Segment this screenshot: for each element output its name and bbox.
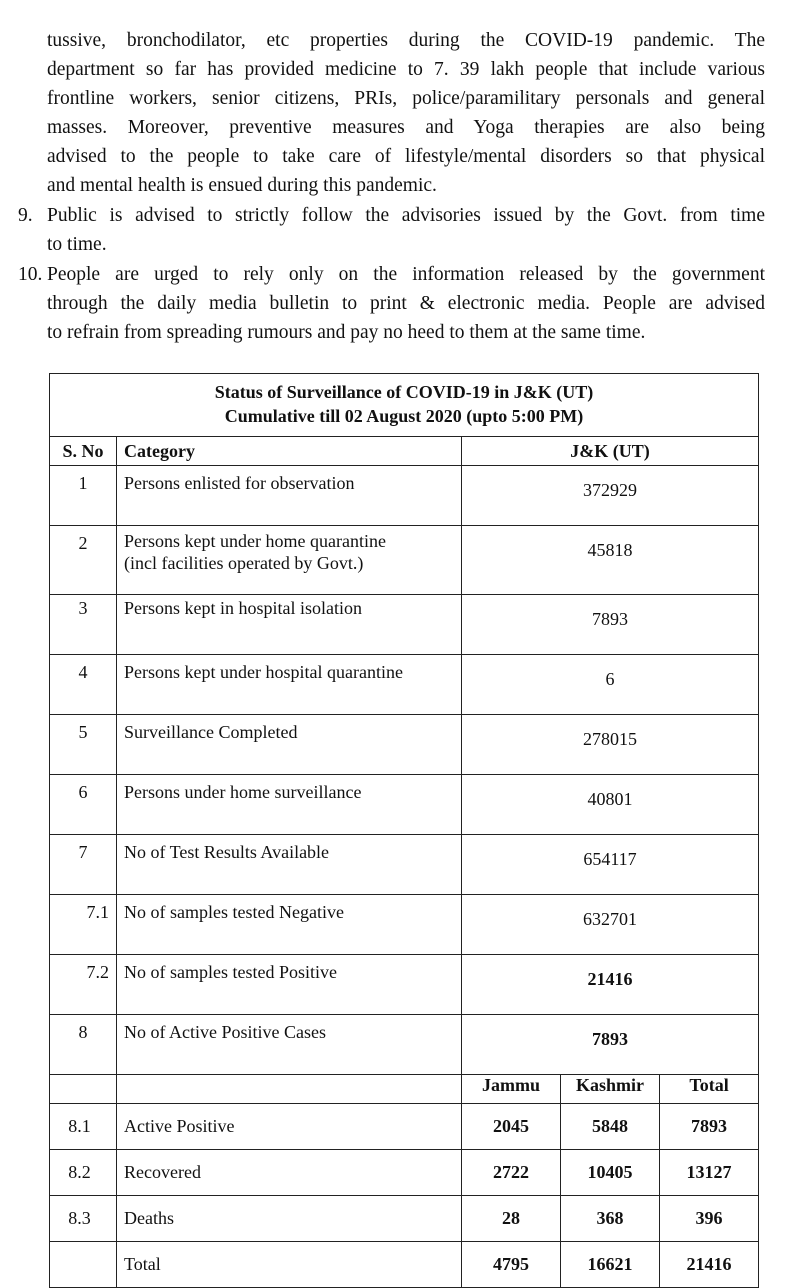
- point-line: Public is advised to strictly follow the advisories issued by the Govt. from time: [47, 205, 765, 226]
- intro-line: frontline workers, senior citizens, PRIs, police/paramilitary personals and general: [47, 88, 765, 109]
- total-value: 7893: [660, 1104, 759, 1150]
- table-row: [50, 895, 759, 955]
- row-sno: 7: [78, 842, 88, 862]
- row-category: Persons enlisted for observation: [124, 473, 355, 493]
- row-category-line2: (incl facilities operated by Govt.): [124, 553, 364, 573]
- breakdown-total-row: [50, 1242, 759, 1288]
- row-value: 21416: [462, 955, 759, 1015]
- table-row: [50, 715, 759, 775]
- header-jammu: Jammu: [462, 1075, 561, 1104]
- kashmir-value: 368: [561, 1196, 660, 1242]
- header-sno: S. No: [50, 437, 117, 466]
- row-category: Persons kept in hospital isolation: [124, 598, 362, 618]
- row-sno: 5: [78, 722, 88, 742]
- table-row: [50, 1015, 759, 1075]
- row-category: Persons kept under hospital quarantine: [124, 662, 403, 682]
- point-line: People are urged to rely only on the information released by the government: [47, 264, 765, 285]
- row-value: 7893: [462, 1015, 759, 1075]
- point-number: 10.: [18, 264, 43, 285]
- point-number: 9.: [18, 205, 33, 226]
- row-category: Recovered: [117, 1150, 462, 1196]
- table-row: [50, 466, 759, 526]
- point-line: to time.: [47, 234, 107, 255]
- row-sno: 1: [78, 473, 88, 493]
- table-row: [50, 595, 759, 655]
- table-row: [50, 775, 759, 835]
- header-total: Total: [660, 1075, 759, 1104]
- row-category: Persons kept under home quarantine: [124, 531, 386, 551]
- row-category: No of Active Positive Cases: [124, 1022, 326, 1042]
- jammu-value: 28: [462, 1196, 561, 1242]
- row-category: Deaths: [117, 1196, 462, 1242]
- row-value: 40801: [462, 775, 759, 835]
- row-sno: 8.2: [50, 1150, 117, 1196]
- table-row: [50, 526, 759, 595]
- row-sno: 8: [78, 1022, 88, 1042]
- point-line: through the daily media bulletin to print & electronic media. People are advised: [47, 293, 765, 314]
- header-kashmir: Kashmir: [561, 1075, 660, 1104]
- jammu-value: 2722: [462, 1150, 561, 1196]
- header-value: J&K (UT): [462, 437, 759, 466]
- district-header-row: [50, 1075, 759, 1104]
- kashmir-value: 5848: [561, 1104, 660, 1150]
- total-value: 396: [660, 1196, 759, 1242]
- row-value: 632701: [462, 895, 759, 955]
- row-value: 7893: [462, 595, 759, 655]
- row-category: Total: [117, 1242, 462, 1288]
- intro-line: tussive, bronchodilator, etc properties during the COVID-19 pandemic. The: [47, 30, 765, 51]
- row-value: 372929: [462, 466, 759, 526]
- intro-line: masses. Moreover, preventive measures and Yoga therapies are also being: [47, 117, 765, 138]
- jammu-value: 4795: [462, 1242, 561, 1288]
- breakdown-row: [50, 1196, 759, 1242]
- table-row: [50, 955, 759, 1015]
- jammu-value: 2045: [462, 1104, 561, 1150]
- total-value: 13127: [660, 1150, 759, 1196]
- breakdown-row: [50, 1104, 759, 1150]
- row-category: Active Positive: [117, 1104, 462, 1150]
- kashmir-value: 10405: [561, 1150, 660, 1196]
- table-title-line: Status of Surveillance of COVID-19 in J&K (UT): [214, 382, 594, 402]
- table-row: [50, 655, 759, 715]
- header-category: Category: [117, 437, 462, 466]
- row-sno: 4: [78, 662, 88, 682]
- row-sno: 8.1: [50, 1104, 117, 1150]
- table-row: [50, 835, 759, 895]
- row-category: No of samples tested Positive: [124, 962, 337, 982]
- row-sno: [50, 1242, 117, 1288]
- intro-paragraph: [47, 26, 765, 200]
- row-category: Surveillance Completed: [124, 722, 298, 742]
- total-value: 21416: [660, 1242, 759, 1288]
- row-sno: 7.1: [86, 902, 109, 922]
- row-sno: 8.3: [50, 1196, 117, 1242]
- row-sno: 7.2: [86, 962, 109, 982]
- row-sno: 3: [78, 598, 88, 618]
- row-category: Persons under home surveillance: [124, 782, 362, 802]
- row-sno: 2: [78, 533, 88, 553]
- breakdown-row: [50, 1150, 759, 1196]
- row-value: 278015: [462, 715, 759, 775]
- row-sno: 6: [78, 782, 88, 802]
- row-category: No of Test Results Available: [124, 842, 330, 862]
- row-category: No of samples tested Negative: [124, 902, 344, 922]
- surveillance-status-table: [49, 373, 759, 1288]
- table-title: [50, 374, 759, 437]
- table-title-line: Cumulative till 02 August 2020 (upto 5:00 PM): [224, 406, 584, 426]
- intro-line: department so far has provided medicine to 7. 39 lakh people that include various: [47, 59, 765, 80]
- row-value: 6: [462, 655, 759, 715]
- intro-line: and mental health is ensued during this pandemic.: [47, 175, 437, 196]
- point-line: to refrain from spreading rumours and pay no heed to them at the same time.: [47, 322, 646, 343]
- row-value: 45818: [462, 526, 759, 595]
- intro-line: advised to the people to take care of lifestyle/mental disorders so that physical: [47, 146, 765, 167]
- row-value: 654117: [462, 835, 759, 895]
- kashmir-value: 16621: [561, 1242, 660, 1288]
